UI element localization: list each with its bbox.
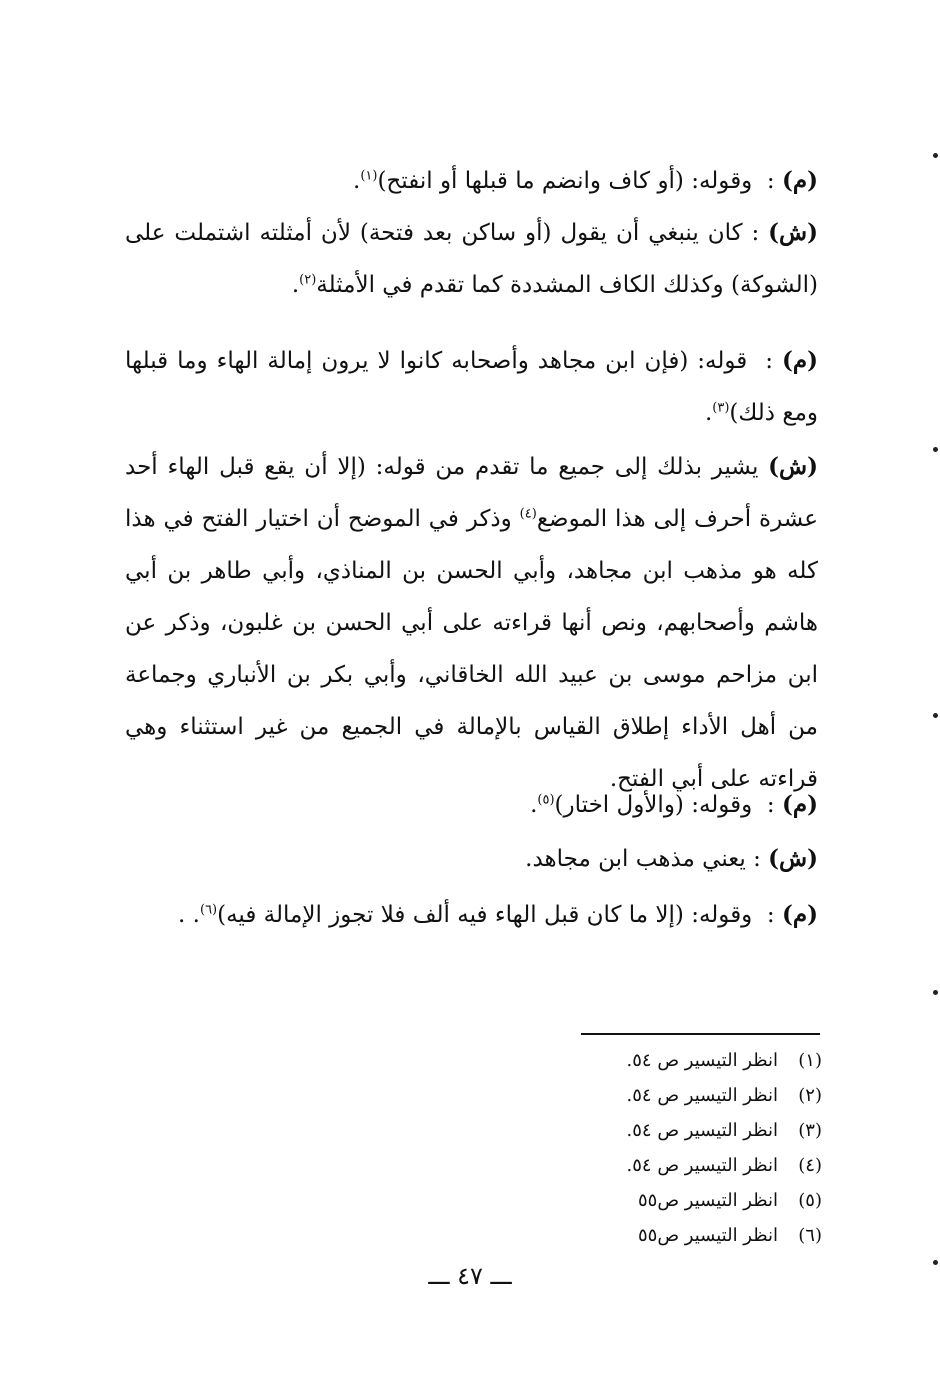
- marker-separator: :: [752, 168, 782, 194]
- paragraph: [125, 441, 818, 808]
- footnote-ref: (٦): [199, 902, 218, 918]
- marker-separator: :: [752, 792, 782, 818]
- scan-speck: [933, 990, 938, 995]
- footnote-number: (٤): [798, 1155, 822, 1176]
- paragraph-text: وقوله: (أو كاف وانضم ما قبلها أو انفتح): [377, 168, 753, 194]
- footnote-number: (٢): [798, 1085, 822, 1106]
- scan-speck: [933, 153, 938, 158]
- paragraph-marker: (ش): [768, 219, 818, 246]
- footnote-separator: [581, 1033, 820, 1035]
- footnote: [560, 1218, 822, 1253]
- footnote: [560, 1043, 822, 1078]
- paragraph-tail: وذكر في الموضح أن اختيار الفتح في هذا كله هو مذهب ابن مجاهد، وأبي الحسن بن المناذي، وأبي طاهر بن أبي هاشم وأصحابهم، ونص أنها قراءته على أبي الحسن بن غلبون، وذكر عن ابن مزاحم موسى بن عبيد الله الخاقاني، وأبي بكر بن الأنباري وجماعة من أهل الأداء إطلاق القياس بالإمالة في الجميع من غير استثناء وهي قراءته على أبي الفتح.: [125, 506, 818, 792]
- marker-separator: :: [745, 846, 769, 872]
- footnote: [560, 1183, 822, 1218]
- paragraph-text: يشير بذلك إلى جميع ما تقدم من قوله: (إلا أن يقع قبل الهاء أحد عشرة أحرف إلى هذا الموضع: [125, 454, 818, 532]
- paragraph-tail: .: [704, 400, 713, 426]
- footnote-text: انظر التيسير ص٥٥: [637, 1225, 778, 1246]
- scan-speck: [933, 1260, 938, 1265]
- footnote: [560, 1113, 822, 1148]
- footnote-ref: (٤): [519, 506, 537, 522]
- footnote-text: انظر التيسير ص٥٥: [637, 1190, 778, 1211]
- marker-separator: :: [742, 220, 769, 246]
- footnote-ref: (٣): [712, 400, 730, 416]
- paragraph-text: يعني مذهب ابن مجاهد.: [525, 846, 746, 872]
- paragraph-marker: (م): [782, 347, 819, 374]
- paragraph: [125, 889, 818, 941]
- footnote: [560, 1148, 822, 1183]
- scan-speck: [933, 447, 938, 452]
- footnote-text: انظر التيسير ص ٥٤.: [626, 1120, 778, 1141]
- paragraph-tail: .: [291, 272, 300, 298]
- footnote-ref: (١): [360, 168, 378, 184]
- paragraph-text: قوله: (فإن ابن مجاهد وأصحابه كانوا لا يرون إمالة الهاء وما قبلها ومع ذلك): [125, 348, 818, 426]
- paragraph-marker: (ش): [768, 453, 818, 480]
- paragraph-text: وقوله: (إلا ما كان قبل الهاء فيه ألف فلا تجوز الإمالة فيه): [217, 902, 753, 928]
- paragraph: [125, 207, 818, 311]
- footnote-number: (٥): [798, 1190, 822, 1211]
- paragraph-marker: (م): [781, 791, 818, 818]
- footnote-number: (٣): [798, 1120, 822, 1141]
- marker-separator: :: [747, 348, 782, 374]
- footnote-ref: (٢): [299, 272, 317, 288]
- paragraph-marker: (ش): [768, 845, 818, 872]
- footnotes: [560, 1043, 822, 1253]
- paragraph-text: وقوله: (والأول اختار): [554, 792, 753, 818]
- paragraph-tail: .: [530, 792, 538, 818]
- paragraph: [125, 155, 818, 207]
- footnote-text: انظر التيسير ص ٥٤.: [626, 1085, 778, 1106]
- paragraph-text: كان ينبغي أن يقول (أو ساكن بعد فتحة) لأن أمثلته اشتملت على (الشوكة) وكذلك الكاف المشددة كما تقدم في الأمثلة: [125, 220, 818, 298]
- paragraph-tail: .: [353, 168, 361, 194]
- paragraph: [125, 779, 818, 831]
- page-number: ـــ ٤٧ ـــ: [428, 1262, 512, 1290]
- footnote-text: انظر التيسير ص ٥٤.: [626, 1050, 778, 1071]
- footnote: [560, 1078, 822, 1113]
- paragraph-tail: . .: [178, 902, 200, 928]
- paragraph: [125, 833, 818, 885]
- footnote-number: (١): [798, 1050, 822, 1071]
- paragraph-marker: (م): [781, 901, 818, 928]
- footnote-text: انظر التيسير ص ٥٤.: [626, 1155, 778, 1176]
- paragraph: [125, 335, 818, 439]
- footnote-ref: (٥): [537, 792, 555, 808]
- scan-speck: [933, 713, 938, 718]
- marker-separator: :: [752, 902, 782, 928]
- footnote-number: (٦): [798, 1225, 822, 1246]
- marker-separator: [758, 454, 768, 480]
- paragraph-marker: (م): [781, 167, 818, 194]
